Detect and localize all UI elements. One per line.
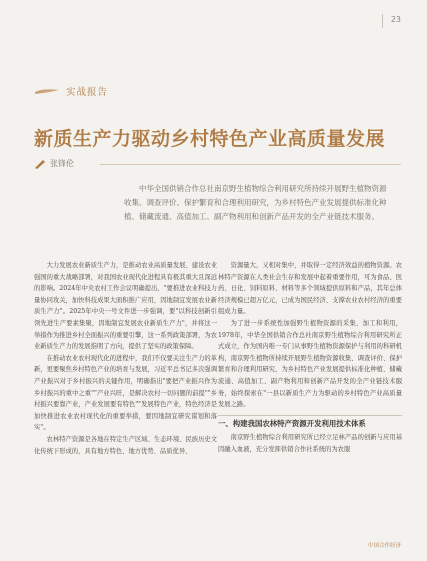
brush-stroke-icon: [34, 87, 60, 95]
author-name: 张锋伦: [50, 159, 74, 168]
page-number: 23: [390, 15, 401, 24]
body-paragraph: 南京野生植物综合利用研究所已经立足林产品的创新与应用基因融入血液，充分发挥供销合作社系统的为农服: [218, 434, 402, 453]
byline: [34, 158, 74, 169]
section-label: 实战报告: [66, 87, 109, 98]
byline-divider: [100, 164, 401, 165]
footer-publication-name: 中国合作经济: [367, 543, 401, 549]
body-paragraph: 为了进一步系统性加强野生植物资源的采集、加工和利用，1978年，中华全国供销合作总社南京野生植物综合利用研究所正式成立，作为国内唯一专门从事野生植物资源保护与利用的科研机构，南京野生植物所持续开展野生植物资源收集、调查评价、保护繁育和合理利用研究，为乡村特色产业发展提供标准化种植、储藏流通、高值加工、副产物利用和创新产品开发的全产业链技术服务，始终探索在"一县以新质生产力为驱动的乡村特色产业高质量发展之路。: [218, 319, 402, 409]
page-number-divider: [382, 14, 383, 28]
article-title: 新质生产力驱动乡村特色产业高质量发展: [34, 128, 386, 150]
section-tag: [34, 84, 108, 98]
body-paragraph: 资源量大，又相对集中，并取得一定经济效益的植物资源。农林特产资源在人类社会生存和发展中起着重要作用，可为食品、医药、日化、饲料原料、材料等多个领域提供原料和产品，其年总体经济规模已超万亿元，已成为国民经济、支撑农业农村经济的重要组成力量。: [218, 262, 402, 316]
body-paragraph: 在推动农业农村现代化的进程中，我们不仅要关注生产力的革新，更要聚焦乡村特色产业的培育与发展，习近平总书记多次强调产业振兴对于乡村振兴的关键作用，明确指出"要把产业振兴作为乡村振兴的重中之重""产业兴旺，是解决农村一切问题的前提""乡村振兴要靠产业，产业发展要有特色""发展特色产业，特色经济是加快推进农业农村现代化的重要举措，要因地制宜研究谋划和落实"。: [34, 354, 217, 432]
body-paragraph: 农林特产资源是各地在特定生产区域、生态环境、民族历史文化传统下形成的，具有地方特色、地方优势、品质优异、: [34, 435, 217, 455]
abstract: 中华全国供销合作总社南京野生植物综合利用研究所持续开展野生植物资源收集、调查评价、保护繁育和合理利用研究，为乡村特色产业发展提供标准化种植、储藏流通、高值加工、副产物利用和创新产品开发的全产业链技术服务。: [124, 184, 387, 221]
section-subheading: 一、构建我国农林特产资源开发利用技术体系: [218, 415, 402, 430]
pen-icon: [34, 159, 46, 169]
body-paragraph: 大力发展农业新质生产力，是推动农业高质量发展、建设农业强国的重大战略部署，对我国农业现代化进程具有极其重大且深远的影响。2024年中央农村工作会议明确提出，"要推进农业科技力量协同攻关，加快科技成果大面积推广应用，因地制宜发展农业新质生产力"。2025年中央一号文件进一步强调，要"以科技创新引领先进生产要素集聚，因地制宜发展农业新质生产力"，并将这一举措作为推进乡村全面振兴的重要引擎，这一系列政策部署，为农业新质生产力的发展指明了方向，提供了坚实的政策保障。: [34, 262, 217, 351]
body-column-left: [34, 260, 217, 457]
body-column-right: [218, 260, 402, 456]
